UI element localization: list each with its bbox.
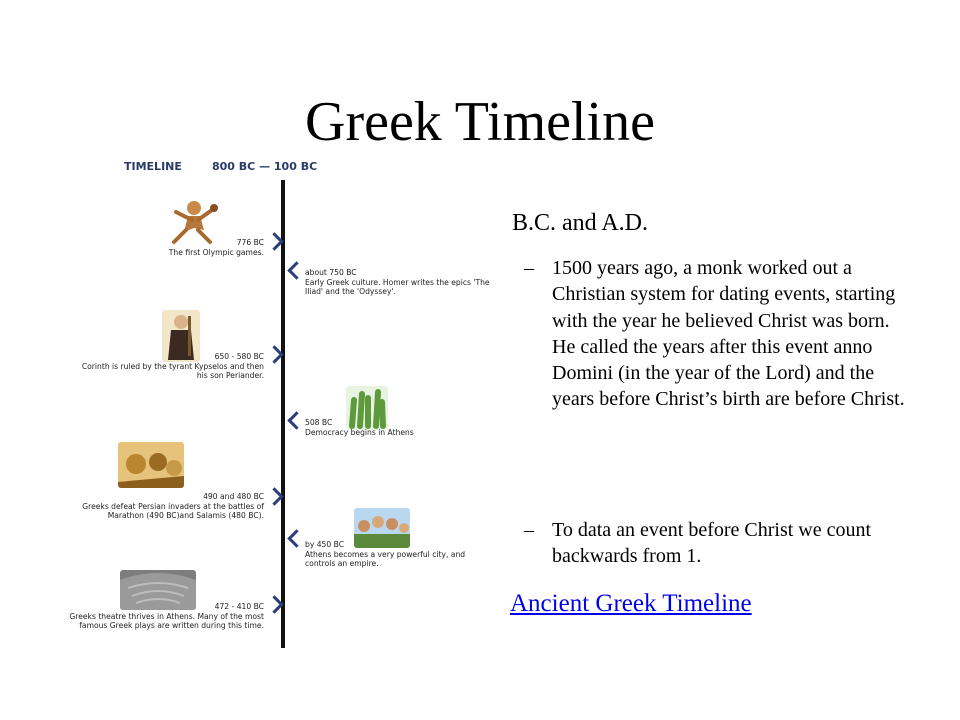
event-text: Athens becomes a very powerful city, and controls an empire. — [305, 549, 466, 568]
event-text: Corinth is ruled by the tyrant Kypselos and then his son Periander. — [81, 361, 264, 380]
timeline-header: TIMELINE — [124, 160, 182, 173]
bullet-dash: – — [524, 519, 534, 541]
event-year: by 450 BC — [305, 540, 345, 549]
event-year: 508 BC — [305, 418, 333, 427]
bullet-text: 1500 years ago, a monk worked out a Christian system for dating events, starting with the year he believed Christ was born. He called the years after this event anno Domini (in the year of the Lord) and the years before Christ’s birth are before Christ. — [552, 257, 905, 411]
timeline-event — [62, 492, 264, 521]
event-text: Greeks theatre thrives in Athens. Many of the most famous Greek plays are written during this time. — [69, 611, 264, 630]
timeline-event — [305, 418, 455, 437]
timeline-graphic — [60, 150, 500, 650]
timeline-event — [305, 540, 495, 569]
event-year: 490 and 480 BC — [203, 492, 264, 501]
bullet-dash: – — [524, 257, 534, 279]
bullet-text: To data an event before Christ we count backwards from 1. — [552, 519, 872, 568]
timeline-tick — [287, 529, 305, 547]
event-text: Greeks defeat Persian invaders at the battles of Marathon (490 BC)and Salamis (480 BC). — [82, 501, 264, 520]
timeline-axis — [281, 180, 285, 648]
ancient-greek-timeline-link[interactable]: Ancient Greek Timeline — [510, 590, 752, 617]
section-heading: B.C. and A.D. — [512, 210, 649, 236]
timeline-tick — [287, 261, 305, 279]
event-year: 650 - 580 BC — [214, 352, 264, 361]
timeline-tick — [287, 411, 305, 429]
battle-scene-icon — [118, 442, 184, 488]
slide-title: Greek Timeline — [305, 91, 655, 153]
timeline-event — [148, 238, 264, 257]
event-text: The first Olympic games. — [168, 247, 264, 257]
event-year: about 750 BC — [305, 268, 357, 277]
timeline-event — [66, 602, 264, 631]
timeline-event — [72, 352, 264, 381]
timeline-event — [305, 268, 495, 297]
timeline-range: 800 BC — 100 BC — [212, 160, 318, 173]
event-text: Early Greek culture. Homer writes the epics 'The Iliad' and the 'Odyssey'. — [305, 277, 490, 296]
event-text: Democracy begins in Athens — [305, 427, 414, 437]
event-year: 776 BC — [236, 238, 264, 247]
event-year: 472 - 410 BC — [214, 602, 264, 611]
